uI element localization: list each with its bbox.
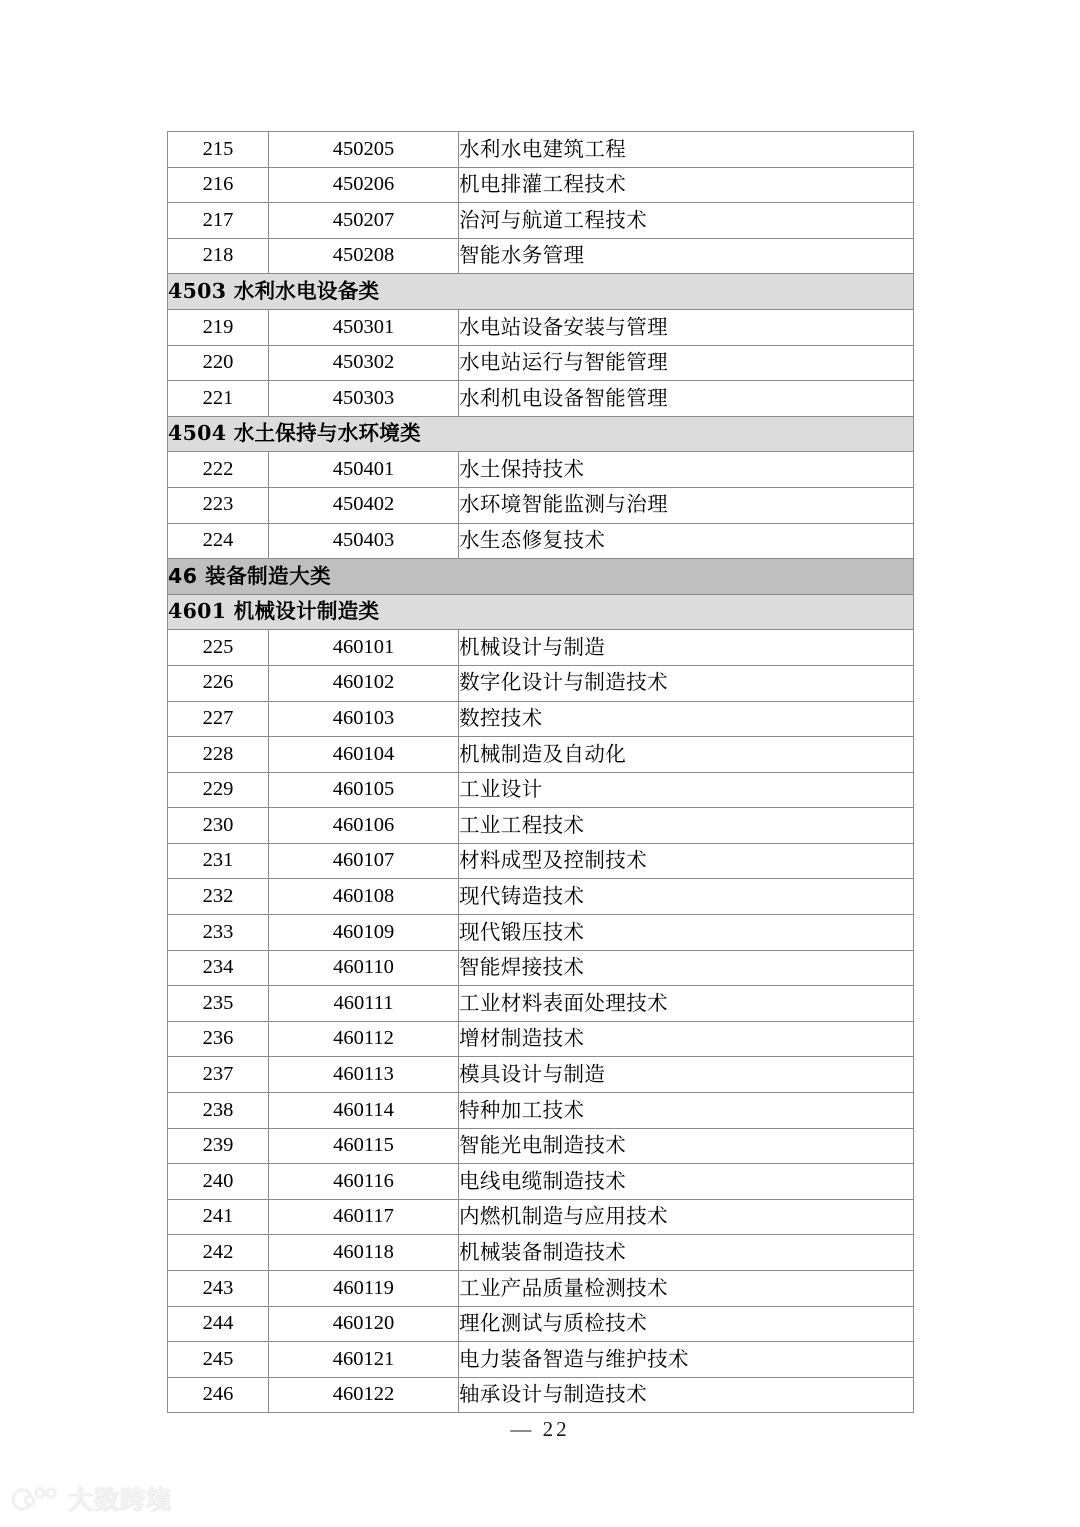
cell-specialty-code: 460113 [269,1057,459,1093]
cell-specialty-name: 理化测试与质检技术 [459,1306,914,1342]
cell-sequence-number: 241 [168,1199,269,1235]
cell-sequence-number: 240 [168,1164,269,1200]
cell-specialty-code: 450303 [269,381,459,417]
table-row [168,1057,914,1093]
major-specialty-catalog-table [167,131,914,1413]
cell-specialty-name: 增材制造技术 [459,1021,914,1057]
cell-sequence-number: 221 [168,381,269,417]
cell-sequence-number: 234 [168,950,269,986]
watermark [10,1484,172,1514]
table-row [168,1128,914,1164]
cell-specialty-code: 460107 [269,843,459,879]
cell-sequence-number: 238 [168,1093,269,1129]
cell-specialty-name: 水土保持技术 [459,452,914,488]
cell-sequence-number: 245 [168,1342,269,1378]
cell-specialty-name: 现代铸造技术 [459,879,914,915]
cell-specialty-code: 460101 [269,630,459,666]
sub-category-label: 4601 机械设计制造类 [168,594,914,630]
cell-specialty-name: 现代锻压技术 [459,915,914,951]
cell-specialty-name: 机械装备制造技术 [459,1235,914,1271]
cell-sequence-number: 218 [168,238,269,274]
cell-specialty-name: 水环境智能监测与治理 [459,487,914,523]
cell-sequence-number: 223 [168,487,269,523]
cell-sequence-number: 232 [168,879,269,915]
cell-specialty-code: 450401 [269,452,459,488]
cell-specialty-name: 水生态修复技术 [459,523,914,559]
table-row [168,487,914,523]
cell-sequence-number: 244 [168,1306,269,1342]
cell-sequence-number: 226 [168,665,269,701]
cell-sequence-number: 246 [168,1377,269,1413]
cell-specialty-code: 460120 [269,1306,459,1342]
cell-specialty-name: 机电排灌工程技术 [459,167,914,203]
cell-specialty-code: 460116 [269,1164,459,1200]
major-category-header-row [168,559,914,595]
cell-sequence-number: 225 [168,630,269,666]
sub-category-label: 4504 水土保持与水环境类 [168,416,914,452]
cell-specialty-name: 数控技术 [459,701,914,737]
cell-specialty-code: 460111 [269,986,459,1022]
cell-specialty-name: 机械设计与制造 [459,630,914,666]
cell-specialty-name: 工业设计 [459,772,914,808]
cell-sequence-number: 220 [168,345,269,381]
cell-specialty-code: 460119 [269,1271,459,1307]
cell-specialty-code: 460108 [269,879,459,915]
cell-specialty-name: 治河与航道工程技术 [459,203,914,239]
cell-specialty-code: 460105 [269,772,459,808]
table-row [168,665,914,701]
cell-specialty-name: 工业材料表面处理技术 [459,986,914,1022]
cell-specialty-name: 智能光电制造技术 [459,1128,914,1164]
table-row [168,950,914,986]
cell-sequence-number: 233 [168,915,269,951]
cell-specialty-code: 460122 [269,1377,459,1413]
cell-specialty-name: 水电站设备安装与管理 [459,309,914,345]
cell-specialty-name: 机械制造及自动化 [459,737,914,773]
table-row [168,132,914,168]
cell-sequence-number: 236 [168,1021,269,1057]
cell-specialty-name: 水利水电建筑工程 [459,132,914,168]
cell-specialty-name: 智能焊接技术 [459,950,914,986]
table-row [168,452,914,488]
cell-specialty-code: 460109 [269,915,459,951]
table-row [168,167,914,203]
table-row [168,1306,914,1342]
sub-category-header-row [168,416,914,452]
cell-sequence-number: 215 [168,132,269,168]
cell-specialty-code: 450403 [269,523,459,559]
dashu-kuajing-logo-icon [10,1484,62,1514]
cell-specialty-name: 数字化设计与制造技术 [459,665,914,701]
cell-specialty-code: 450208 [269,238,459,274]
sub-category-header-row [168,594,914,630]
cell-specialty-code: 450206 [269,167,459,203]
cell-specialty-code: 450302 [269,345,459,381]
cell-specialty-code: 460110 [269,950,459,986]
major-category-label: 46 装备制造大类 [168,559,914,595]
catalog-table-body [168,132,914,1413]
cell-specialty-name: 电线电缆制造技术 [459,1164,914,1200]
table-row [168,1235,914,1271]
cell-specialty-code: 450207 [269,203,459,239]
table-row [168,915,914,951]
sub-category-header-row [168,274,914,310]
cell-specialty-name: 特种加工技术 [459,1093,914,1129]
table-row [168,737,914,773]
cell-specialty-code: 450301 [269,309,459,345]
table-row [168,772,914,808]
table-row [168,1377,914,1413]
table-row [168,523,914,559]
cell-sequence-number: 227 [168,701,269,737]
cell-specialty-name: 智能水务管理 [459,238,914,274]
cell-specialty-name: 水电站运行与智能管理 [459,345,914,381]
page-number: — 22 [510,1417,570,1441]
cell-specialty-code: 460121 [269,1342,459,1378]
cell-specialty-name: 水利机电设备智能管理 [459,381,914,417]
cell-specialty-code: 460114 [269,1093,459,1129]
table-row [168,238,914,274]
cell-specialty-code: 460112 [269,1021,459,1057]
table-row [168,808,914,844]
cell-specialty-code: 460118 [269,1235,459,1271]
table-row [168,1021,914,1057]
cell-specialty-name: 内燃机制造与应用技术 [459,1199,914,1235]
table-row [168,843,914,879]
cell-sequence-number: 222 [168,452,269,488]
table-row [168,345,914,381]
table-row [168,630,914,666]
cell-specialty-code: 460106 [269,808,459,844]
cell-specialty-name: 电力装备智造与维护技术 [459,1342,914,1378]
cell-sequence-number: 239 [168,1128,269,1164]
watermark-text: 大数跨境 [68,1484,173,1514]
table-row [168,701,914,737]
cell-specialty-code: 450205 [269,132,459,168]
table-row [168,1271,914,1307]
table-row [168,203,914,239]
cell-specialty-code: 460115 [269,1128,459,1164]
table-row [168,1342,914,1378]
cell-sequence-number: 230 [168,808,269,844]
cell-specialty-name: 工业工程技术 [459,808,914,844]
cell-sequence-number: 216 [168,167,269,203]
sub-category-label: 4503 水利水电设备类 [168,274,914,310]
cell-specialty-code: 460102 [269,665,459,701]
cell-sequence-number: 217 [168,203,269,239]
table-row [168,1199,914,1235]
cell-sequence-number: 235 [168,986,269,1022]
cell-specialty-code: 450402 [269,487,459,523]
table-row [168,381,914,417]
cell-sequence-number: 242 [168,1235,269,1271]
cell-sequence-number: 228 [168,737,269,773]
table-row [168,986,914,1022]
cell-specialty-code: 460117 [269,1199,459,1235]
cell-specialty-name: 工业产品质量检测技术 [459,1271,914,1307]
cell-specialty-code: 460104 [269,737,459,773]
table-row [168,1164,914,1200]
cell-sequence-number: 229 [168,772,269,808]
table-row [168,309,914,345]
cell-sequence-number: 231 [168,843,269,879]
cell-sequence-number: 219 [168,309,269,345]
cell-sequence-number: 224 [168,523,269,559]
cell-sequence-number: 237 [168,1057,269,1093]
cell-sequence-number: 243 [168,1271,269,1307]
cell-specialty-code: 460103 [269,701,459,737]
cell-specialty-name: 材料成型及控制技术 [459,843,914,879]
cell-specialty-name: 轴承设计与制造技术 [459,1377,914,1413]
table-row [168,879,914,915]
table-row [168,1093,914,1129]
cell-specialty-name: 模具设计与制造 [459,1057,914,1093]
